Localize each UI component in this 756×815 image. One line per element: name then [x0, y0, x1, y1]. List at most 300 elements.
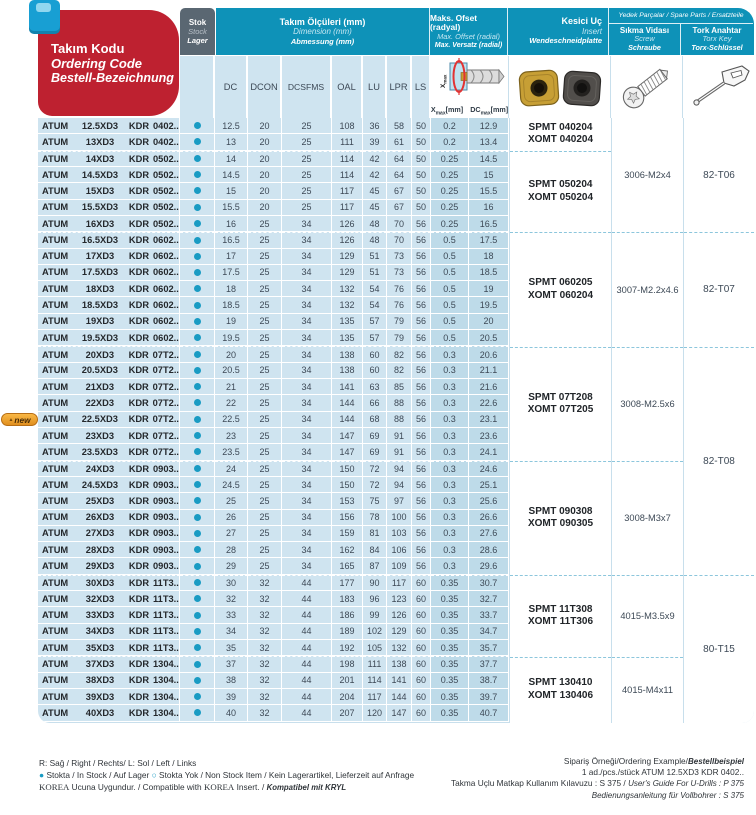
dimension-cell: 24.5 — [215, 477, 248, 493]
offset-cell: 0.3 — [431, 477, 469, 493]
dimension-cell: 34 — [282, 558, 332, 574]
dimension-cell: 60 — [412, 640, 431, 656]
offset-cell: 0.35 — [431, 640, 469, 656]
stock-cell — [180, 363, 215, 379]
dimension-cell: 12.5 — [215, 118, 248, 134]
dimension-cell: 32 — [248, 591, 282, 607]
code-part: 0402.. — [153, 136, 179, 147]
code-part: KDR — [128, 267, 150, 278]
stock-cell — [180, 477, 215, 493]
sub-header-band — [180, 56, 754, 118]
ordering-example-value: 1 ad./pcs./stück ATUM 12.5XD3 KDR 0402.. — [581, 767, 744, 778]
dimension-cell: 25 — [248, 379, 282, 395]
offset-cell: 15.5 — [469, 183, 509, 199]
code-part: 24.5XD3 — [81, 479, 119, 490]
code-part: 0903.. — [153, 561, 179, 572]
footer-left — [39, 758, 414, 793]
dimension-cell: 22 — [215, 395, 248, 411]
dimension-cell: 25 — [248, 395, 282, 411]
code-part: KDR — [128, 300, 150, 311]
code-part: ATUM — [42, 593, 69, 604]
dimension-cell: 34 — [282, 297, 332, 313]
dimension-cell: 25 — [248, 346, 282, 362]
stock-dot-icon — [194, 269, 201, 276]
code-part: 20.5XD3 — [81, 365, 118, 376]
dimension-cell: 28 — [215, 542, 248, 558]
ordering-code-cell — [38, 330, 180, 346]
code-part: 22.5XD3 — [81, 414, 118, 425]
dimension-cell: 34 — [282, 542, 332, 558]
col-label-lpr: LPR — [387, 56, 412, 118]
offset-cell: 0.35 — [431, 689, 469, 705]
dimension-cell: 51 — [363, 265, 387, 281]
dimension-cell: 67 — [387, 200, 412, 216]
code-part: 0903.. — [153, 544, 179, 555]
dimension-cell: 129 — [332, 249, 363, 265]
in-stock-dot-icon: ● — [39, 769, 45, 780]
offset-cell: 22.6 — [469, 395, 509, 411]
dimension-cell: 79 — [387, 330, 412, 346]
offset-cell: 0.3 — [431, 363, 469, 379]
offset-cell: 29.6 — [469, 558, 509, 574]
dimension-cell: 20 — [248, 200, 282, 216]
code-part: ATUM — [42, 153, 69, 164]
dimension-cell: 117 — [332, 200, 363, 216]
code-part: KDR — [128, 642, 150, 653]
dimension-cell: 34 — [282, 493, 332, 509]
code-part: KDR — [128, 153, 150, 164]
dimension-cell: 25 — [248, 265, 282, 281]
code-part: 0903.. — [153, 512, 179, 523]
dimension-cell: 38 — [215, 673, 248, 689]
screw-group-cell — [612, 657, 683, 722]
ordering-code-cell — [38, 575, 180, 591]
insert-code: XOMT 130406 — [527, 689, 594, 701]
code-part: 15.5XD3 — [81, 202, 119, 213]
dimension-cell: 19.5 — [215, 330, 248, 346]
dimension-cell: 34 — [282, 314, 332, 330]
code-part: KDR — [128, 675, 150, 686]
offset-cell: 35.7 — [469, 640, 509, 656]
dimension-cell: 20 — [248, 134, 282, 150]
code-part: 0502.. — [153, 202, 179, 213]
dim-header-en: Dimension (mm) — [293, 26, 352, 36]
torx-code: 82-T07 — [703, 284, 735, 296]
offset-header — [430, 8, 508, 55]
stock-cell — [180, 673, 215, 689]
insert-code: SPMT 130410 — [528, 677, 593, 689]
code-part: KDR — [128, 430, 149, 441]
dimension-cell: 120 — [363, 705, 387, 721]
offset-cell: 0.35 — [431, 624, 469, 640]
code-part: KDR — [128, 136, 150, 147]
code-part: 23.5XD3 — [81, 446, 118, 457]
code-part: ATUM — [42, 528, 69, 539]
ordering-code-cell — [38, 134, 180, 150]
code-part: KDR — [128, 495, 150, 506]
offset-cell: 16.5 — [469, 216, 509, 232]
code-part: ATUM — [42, 202, 69, 213]
stock-cell — [180, 575, 215, 591]
code-part: 20XD3 — [85, 349, 115, 360]
offset-cell: 0.5 — [431, 314, 469, 330]
dimension-cell: 150 — [332, 477, 363, 493]
code-part: KDR — [128, 332, 150, 343]
dimension-cell: 73 — [387, 265, 412, 281]
dimension-cell: 57 — [363, 330, 387, 346]
code-part: 07T2.. — [152, 430, 179, 441]
dimension-cell: 39 — [215, 689, 248, 705]
ordering-code-cell — [38, 395, 180, 411]
dimension-cell: 25 — [248, 461, 282, 477]
stock-cell — [180, 461, 215, 477]
dimension-cell: 21 — [215, 379, 248, 395]
offset-cell: 0.3 — [431, 558, 469, 574]
dimension-cell: 25 — [248, 297, 282, 313]
dimension-cell: 141 — [332, 379, 363, 395]
dimension-cell: 56 — [412, 558, 431, 574]
table-header — [38, 8, 754, 118]
torx-column — [683, 118, 754, 723]
dimension-cell: 94 — [387, 477, 412, 493]
footer-legend-rl: R: Sağ / Right / Rechts/ L: Sol / Left / Links — [39, 758, 197, 768]
stock-cell — [180, 265, 215, 281]
dimension-cell: 114 — [363, 673, 387, 689]
code-part: ATUM — [42, 626, 69, 637]
insert-code: XOMT 07T205 — [527, 404, 594, 416]
insert-group-cell — [510, 347, 611, 461]
dimension-cell: 44 — [282, 624, 332, 640]
dimension-cell: 17 — [215, 249, 248, 265]
ordering-code-cell — [38, 526, 180, 542]
code-part: KDR — [128, 512, 150, 523]
code-part: 07T2.. — [152, 349, 179, 360]
dimension-cell: 20 — [248, 167, 282, 183]
stock-cell — [180, 705, 215, 721]
dimension-cell: 54 — [363, 297, 387, 313]
offset-header-tr: Maks. Ofset (radyal) — [430, 12, 478, 32]
dimension-cell: 20 — [215, 346, 248, 362]
dimension-cell: 34 — [282, 346, 332, 362]
ordering-code-cell — [38, 542, 180, 558]
code-part: ATUM — [42, 267, 69, 278]
code-part: ATUM — [42, 544, 69, 555]
code-part: ATUM — [42, 365, 69, 376]
code-part: KDR — [128, 446, 149, 457]
dimension-cell: 50 — [412, 151, 431, 167]
dimension-cell: 45 — [363, 183, 387, 199]
dimension-cell: 73 — [387, 249, 412, 265]
torx-group-cell — [684, 118, 754, 232]
code-part: 0602.. — [153, 267, 179, 278]
offset-cell: 18 — [469, 249, 509, 265]
stock-cell — [180, 526, 215, 542]
stock-header-tr: Stok — [188, 18, 207, 27]
screw-code: 3008-M2.5x6 — [620, 399, 675, 410]
code-part: 1304.. — [153, 675, 179, 686]
dimension-cell: 34 — [215, 624, 248, 640]
offset-cell: 0.35 — [431, 575, 469, 591]
code-part: 25XD3 — [85, 495, 115, 506]
dimension-cell: 144 — [332, 395, 363, 411]
dimension-cell: 34 — [282, 477, 332, 493]
dimension-cell: 32 — [248, 673, 282, 689]
dimension-cell: 56 — [412, 510, 431, 526]
dimension-cell: 198 — [332, 656, 363, 672]
code-part: 40XD3 — [85, 707, 115, 718]
offset-cell: 17.5 — [469, 232, 509, 248]
code-part: KDR — [128, 381, 149, 392]
dimension-cell: 25 — [248, 444, 282, 460]
torx-group-cell — [684, 575, 754, 722]
dimension-cell: 56 — [412, 216, 431, 232]
code-part: ATUM — [42, 251, 69, 262]
col-label-dcsfms: DCSFMS — [282, 56, 332, 118]
dimension-cell: 117 — [363, 689, 387, 705]
dimension-cell: 34 — [282, 249, 332, 265]
stock-dot-icon — [194, 383, 201, 390]
offset-cell: 0.3 — [431, 395, 469, 411]
screw-header-de: Schraube — [628, 42, 661, 52]
code-part: KDR — [128, 169, 150, 180]
dimension-cell: 147 — [387, 705, 412, 721]
screw-group-cell — [612, 461, 683, 575]
code-part: 0502.. — [153, 153, 179, 164]
ordering-code-cell — [38, 705, 180, 721]
code-part: ATUM — [42, 561, 69, 572]
dimension-cell: 150 — [332, 461, 363, 477]
code-part: 14XD3 — [85, 153, 115, 164]
offset-cell: 0.2 — [431, 118, 469, 134]
dimension-cell: 24 — [215, 461, 248, 477]
dimension-cell: 78 — [363, 510, 387, 526]
stock-cell — [180, 395, 215, 411]
new-badge-label: new — [14, 414, 31, 425]
offset-cell: 0.3 — [431, 510, 469, 526]
dimension-cell: 56 — [412, 330, 431, 346]
dimension-cell: 32 — [248, 575, 282, 591]
dimension-cell: 138 — [387, 656, 412, 672]
code-part: 19.5XD3 — [81, 332, 119, 343]
ordering-code-cell — [38, 689, 180, 705]
stock-header — [180, 8, 215, 55]
code-part: 1304.. — [153, 659, 179, 670]
code-part: KDR — [128, 707, 150, 718]
code-part: KDR — [128, 577, 150, 588]
dimension-cell: 88 — [387, 395, 412, 411]
code-part: KDR — [128, 528, 150, 539]
dimension-cell: 60 — [412, 591, 431, 607]
dimension-cell: 44 — [282, 607, 332, 623]
code-part: KDR — [128, 414, 149, 425]
offset-cell: 16 — [469, 200, 509, 216]
offset-cell: 0.3 — [431, 461, 469, 477]
dimension-cell: 25 — [282, 183, 332, 199]
dimension-cell: 34 — [282, 510, 332, 526]
code-part: 26XD3 — [85, 512, 115, 523]
code-part: ATUM — [42, 283, 69, 294]
offset-cell: 34.7 — [469, 624, 509, 640]
col-label-dc: DC — [215, 56, 248, 118]
code-part: 0903.. — [153, 495, 179, 506]
dimension-cell: 56 — [412, 477, 431, 493]
stock-dot-icon — [194, 220, 201, 227]
offset-cell: 0.35 — [431, 673, 469, 689]
dimension-cell: 15.5 — [215, 200, 248, 216]
dimension-cell: 50 — [412, 183, 431, 199]
dimension-cell: 72 — [363, 477, 387, 493]
dimension-cell: 132 — [387, 640, 412, 656]
torx-group-cell — [684, 232, 754, 346]
dimension-cell: 17.5 — [215, 265, 248, 281]
dimension-cell: 56 — [412, 444, 431, 460]
bookmark-tab-icon — [29, 0, 60, 34]
dimension-cell: 183 — [332, 591, 363, 607]
stock-dot-icon — [194, 204, 201, 211]
code-part: ATUM — [42, 707, 69, 718]
dimension-cell: 25 — [248, 281, 282, 297]
code-part: KDR — [128, 365, 149, 376]
torx-code: 80-T15 — [703, 643, 735, 655]
offset-cell: 0.35 — [431, 705, 469, 721]
offset-cell: 19 — [469, 281, 509, 297]
stock-dot-icon — [194, 285, 201, 292]
offset-cell: 0.5 — [431, 281, 469, 297]
ordering-code-cell — [38, 558, 180, 574]
ordering-code-cell — [38, 412, 180, 428]
dimension-cell: 34 — [282, 428, 332, 444]
ordering-example-title: Sipariş Örneği/Ordering Example/Bestellbeispiel — [563, 756, 744, 766]
code-part: KDR — [128, 120, 150, 131]
dimension-cell: 82 — [387, 363, 412, 379]
dimension-cell: 36 — [363, 118, 387, 134]
dimension-cell: 34 — [282, 363, 332, 379]
code-part: 07T2.. — [152, 381, 179, 392]
dimension-cell: 42 — [363, 151, 387, 167]
dimension-cell: 61 — [387, 134, 412, 150]
stock-header-de: Lager — [187, 36, 208, 45]
stock-header-en: Stock — [188, 27, 207, 36]
dimension-cell: 23.5 — [215, 444, 248, 460]
code-part: 21XD3 — [85, 381, 115, 392]
dimension-cell: 90 — [363, 575, 387, 591]
stock-dot-icon — [194, 448, 201, 455]
stock-cell — [180, 542, 215, 558]
screw-code: 3008-M3x7 — [624, 513, 671, 524]
dim-header-tr: Takım Ölçüleri (mm) — [279, 16, 366, 27]
stock-dot-icon — [194, 693, 201, 700]
dimension-cell: 56 — [412, 232, 431, 248]
torx-key-icon — [686, 63, 752, 111]
torx-header — [681, 24, 753, 55]
code-part: ATUM — [42, 235, 69, 246]
dimension-cell: 60 — [363, 363, 387, 379]
stock-dot-icon — [194, 399, 201, 406]
ordering-code-cell — [38, 281, 180, 297]
dimension-cell: 34 — [282, 379, 332, 395]
stock-subcell — [180, 56, 215, 118]
screw-column — [611, 118, 683, 723]
insert-code: XOMT 060204 — [527, 289, 594, 301]
dimension-cell: 25 — [248, 526, 282, 542]
stock-cell — [180, 607, 215, 623]
dim-header-de: Abmessung (mm) — [290, 36, 355, 46]
stock-dot-icon — [194, 138, 201, 145]
offset-cell: 0.3 — [431, 379, 469, 395]
dcmax-label: $DC_{max}[mm]$ — [470, 104, 509, 116]
ordering-code-cell — [38, 379, 180, 395]
dimension-cell: 25 — [282, 200, 332, 216]
dimension-cell: 25 — [248, 428, 282, 444]
dimension-cell: 39 — [363, 134, 387, 150]
offset-header-en: Max. Offset (radial) — [437, 31, 500, 41]
dimension-cell: 79 — [387, 314, 412, 330]
dimension-cell: 91 — [387, 428, 412, 444]
dimension-cell: 114 — [332, 151, 363, 167]
ordering-code-cell — [38, 673, 180, 689]
offset-cell: 0.3 — [431, 493, 469, 509]
dimension-cell: 18 — [215, 281, 248, 297]
dimension-cell: 69 — [363, 444, 387, 460]
code-part: 07T2.. — [152, 365, 179, 376]
code-part: 12.5XD3 — [81, 120, 119, 131]
dimension-cell: 37 — [215, 656, 248, 672]
code-part: ATUM — [42, 463, 69, 474]
dimension-cell: 35 — [215, 640, 248, 656]
offset-cell: 0.3 — [431, 346, 469, 362]
dimension-cell: 33 — [215, 607, 248, 623]
code-part: KDR — [128, 463, 150, 474]
insert-image-cell — [509, 56, 611, 118]
dimension-cell: 76 — [387, 281, 412, 297]
screw-code: 3006-M2x4 — [624, 170, 671, 181]
dimension-cell: 50 — [412, 134, 431, 150]
stock-dot-icon — [194, 644, 201, 651]
main-header-band — [216, 8, 754, 55]
code-part: KDR — [128, 235, 150, 246]
torx-code: 82-T08 — [703, 455, 735, 467]
code-part: 28XD3 — [85, 544, 115, 555]
screw-header — [609, 24, 681, 55]
dimension-cell: 19 — [215, 314, 248, 330]
screw-image-cell — [611, 56, 683, 118]
code-part: KDR — [128, 283, 150, 294]
dimension-cell: 16 — [215, 216, 248, 232]
offset-cell: 15 — [469, 167, 509, 183]
insert-group-cell — [510, 118, 611, 151]
footer-legend-stock: ● Stokta / In Stock / Auf Lager ○ Stokta Yok / Non Stock Item / Kein Lagerartikel, Lieferzeit auf Anfrage — [39, 769, 415, 780]
stock-dot-icon — [194, 612, 201, 619]
dimension-cell: 56 — [412, 314, 431, 330]
dimension-cell: 25 — [282, 167, 332, 183]
dimension-cell: 13 — [215, 134, 248, 150]
dimension-cell: 54 — [363, 281, 387, 297]
code-part: ATUM — [42, 577, 69, 588]
dimension-cell: 34 — [282, 330, 332, 346]
dimension-cell: 14.5 — [215, 167, 248, 183]
torx-header-en: Torx Key — [702, 34, 732, 44]
stock-cell — [180, 640, 215, 656]
col-label-lu: LU — [363, 56, 387, 118]
dimension-cell: 20 — [248, 183, 282, 199]
dimension-cell: 32 — [248, 607, 282, 623]
dimension-cell: 56 — [412, 379, 431, 395]
screw-code: 3007-M2.2x4.6 — [616, 284, 679, 295]
code-header-en: Ordering Code — [51, 56, 143, 71]
offset-diagram-cell — [431, 56, 509, 118]
code-part: 07T2.. — [152, 397, 179, 408]
code-part: KDR — [128, 218, 150, 229]
